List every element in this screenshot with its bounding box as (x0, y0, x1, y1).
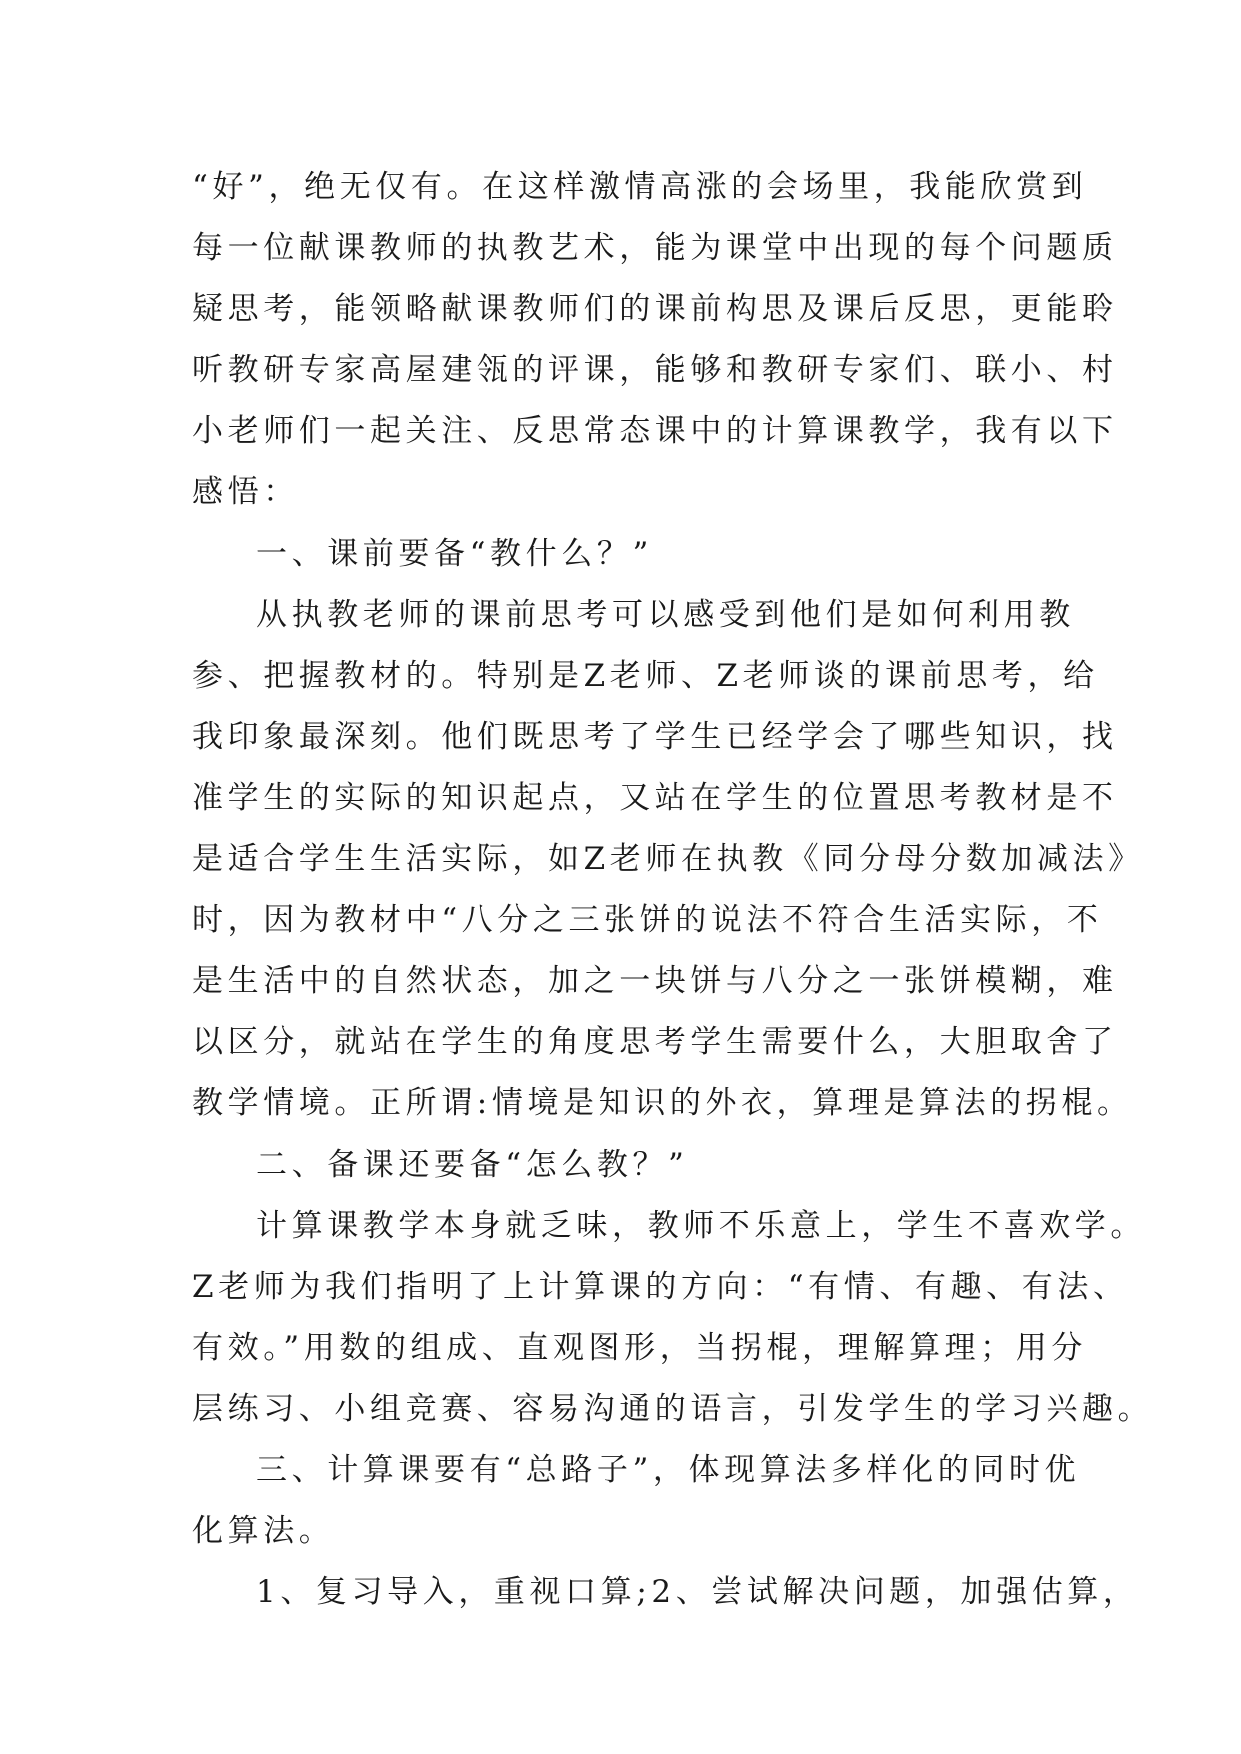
text-line: 疑思考，能领略献课教师们的课前构思及课后反思，更能聆 (192, 291, 1118, 328)
section-heading-2: 二、备课还要备“怎么教？” (256, 1146, 689, 1183)
text-line: 准学生的实际的知识起点，又站在学生的位置思考教材是不 (192, 779, 1118, 816)
text-line: 层练习、小组竞赛、容易沟通的语言，引发学生的学习兴趣。 (192, 1390, 1154, 1427)
text-line: 以区分，就站在学生的角度思考学生需要什么，大胆取舍了 (192, 1024, 1118, 1061)
paragraph-start: 计算课教学本身就乏味，教师不乐意上，学生不喜欢学。 (256, 1207, 1146, 1244)
document-body (192, 157, 1154, 1623)
text-line: 教学情境。正所谓:情境是知识的外衣，算理是算法的拐棍。 (192, 1085, 1133, 1122)
text-line: 是生活中的自然状态，加之一块饼与八分之一张饼模糊，难 (192, 963, 1118, 1000)
paragraph-start: 1、复习导入，重视口算;2、尝试解决问题，加强估算， (256, 1574, 1139, 1611)
text-line: 化算法。 (192, 1513, 335, 1550)
section-heading-1: 一、课前要备“教什么？” (256, 535, 653, 572)
text-line: 感悟： (192, 474, 299, 511)
text-line: 有效。”用数的组成、直观图形，当拐棍，理解算理；用分 (192, 1329, 1087, 1366)
text-line: 时，因为教材中“八分之三张饼的说法不符合生活实际，不 (192, 902, 1103, 939)
text-line: Z老师为我们指明了上计算课的方向：“有情、有趣、有法、 (192, 1268, 1129, 1305)
text-line: 我印象最深刻。他们既思考了学生已经学会了哪些知识，找 (192, 718, 1118, 755)
text-line: 参、把握教材的。特别是Z老师、Z老师谈的课前思考，给 (192, 657, 1099, 694)
paragraph-start: 从执教老师的课前思考可以感受到他们是如何利用教 (256, 596, 1075, 633)
section-heading-3: 三、计算课要有“总路子”，体现算法多样化的同时优 (256, 1451, 1081, 1488)
text-line: 是适合学生生活实际，如Z老师在执教《同分母分数加减法》 (192, 841, 1144, 878)
text-line: 听教研专家高屋建瓴的评课，能够和教研专家们、联小、村 (192, 352, 1118, 389)
text-line: 小老师们一起关注、反思常态课中的计算课教学，我有以下 (192, 413, 1118, 450)
text-line: “好”，绝无仅有。在这样激情高涨的会场里，我能欣赏到 (192, 169, 1088, 205)
text-line: 每一位献课教师的执教艺术，能为课堂中出现的每个问题质 (192, 230, 1118, 267)
